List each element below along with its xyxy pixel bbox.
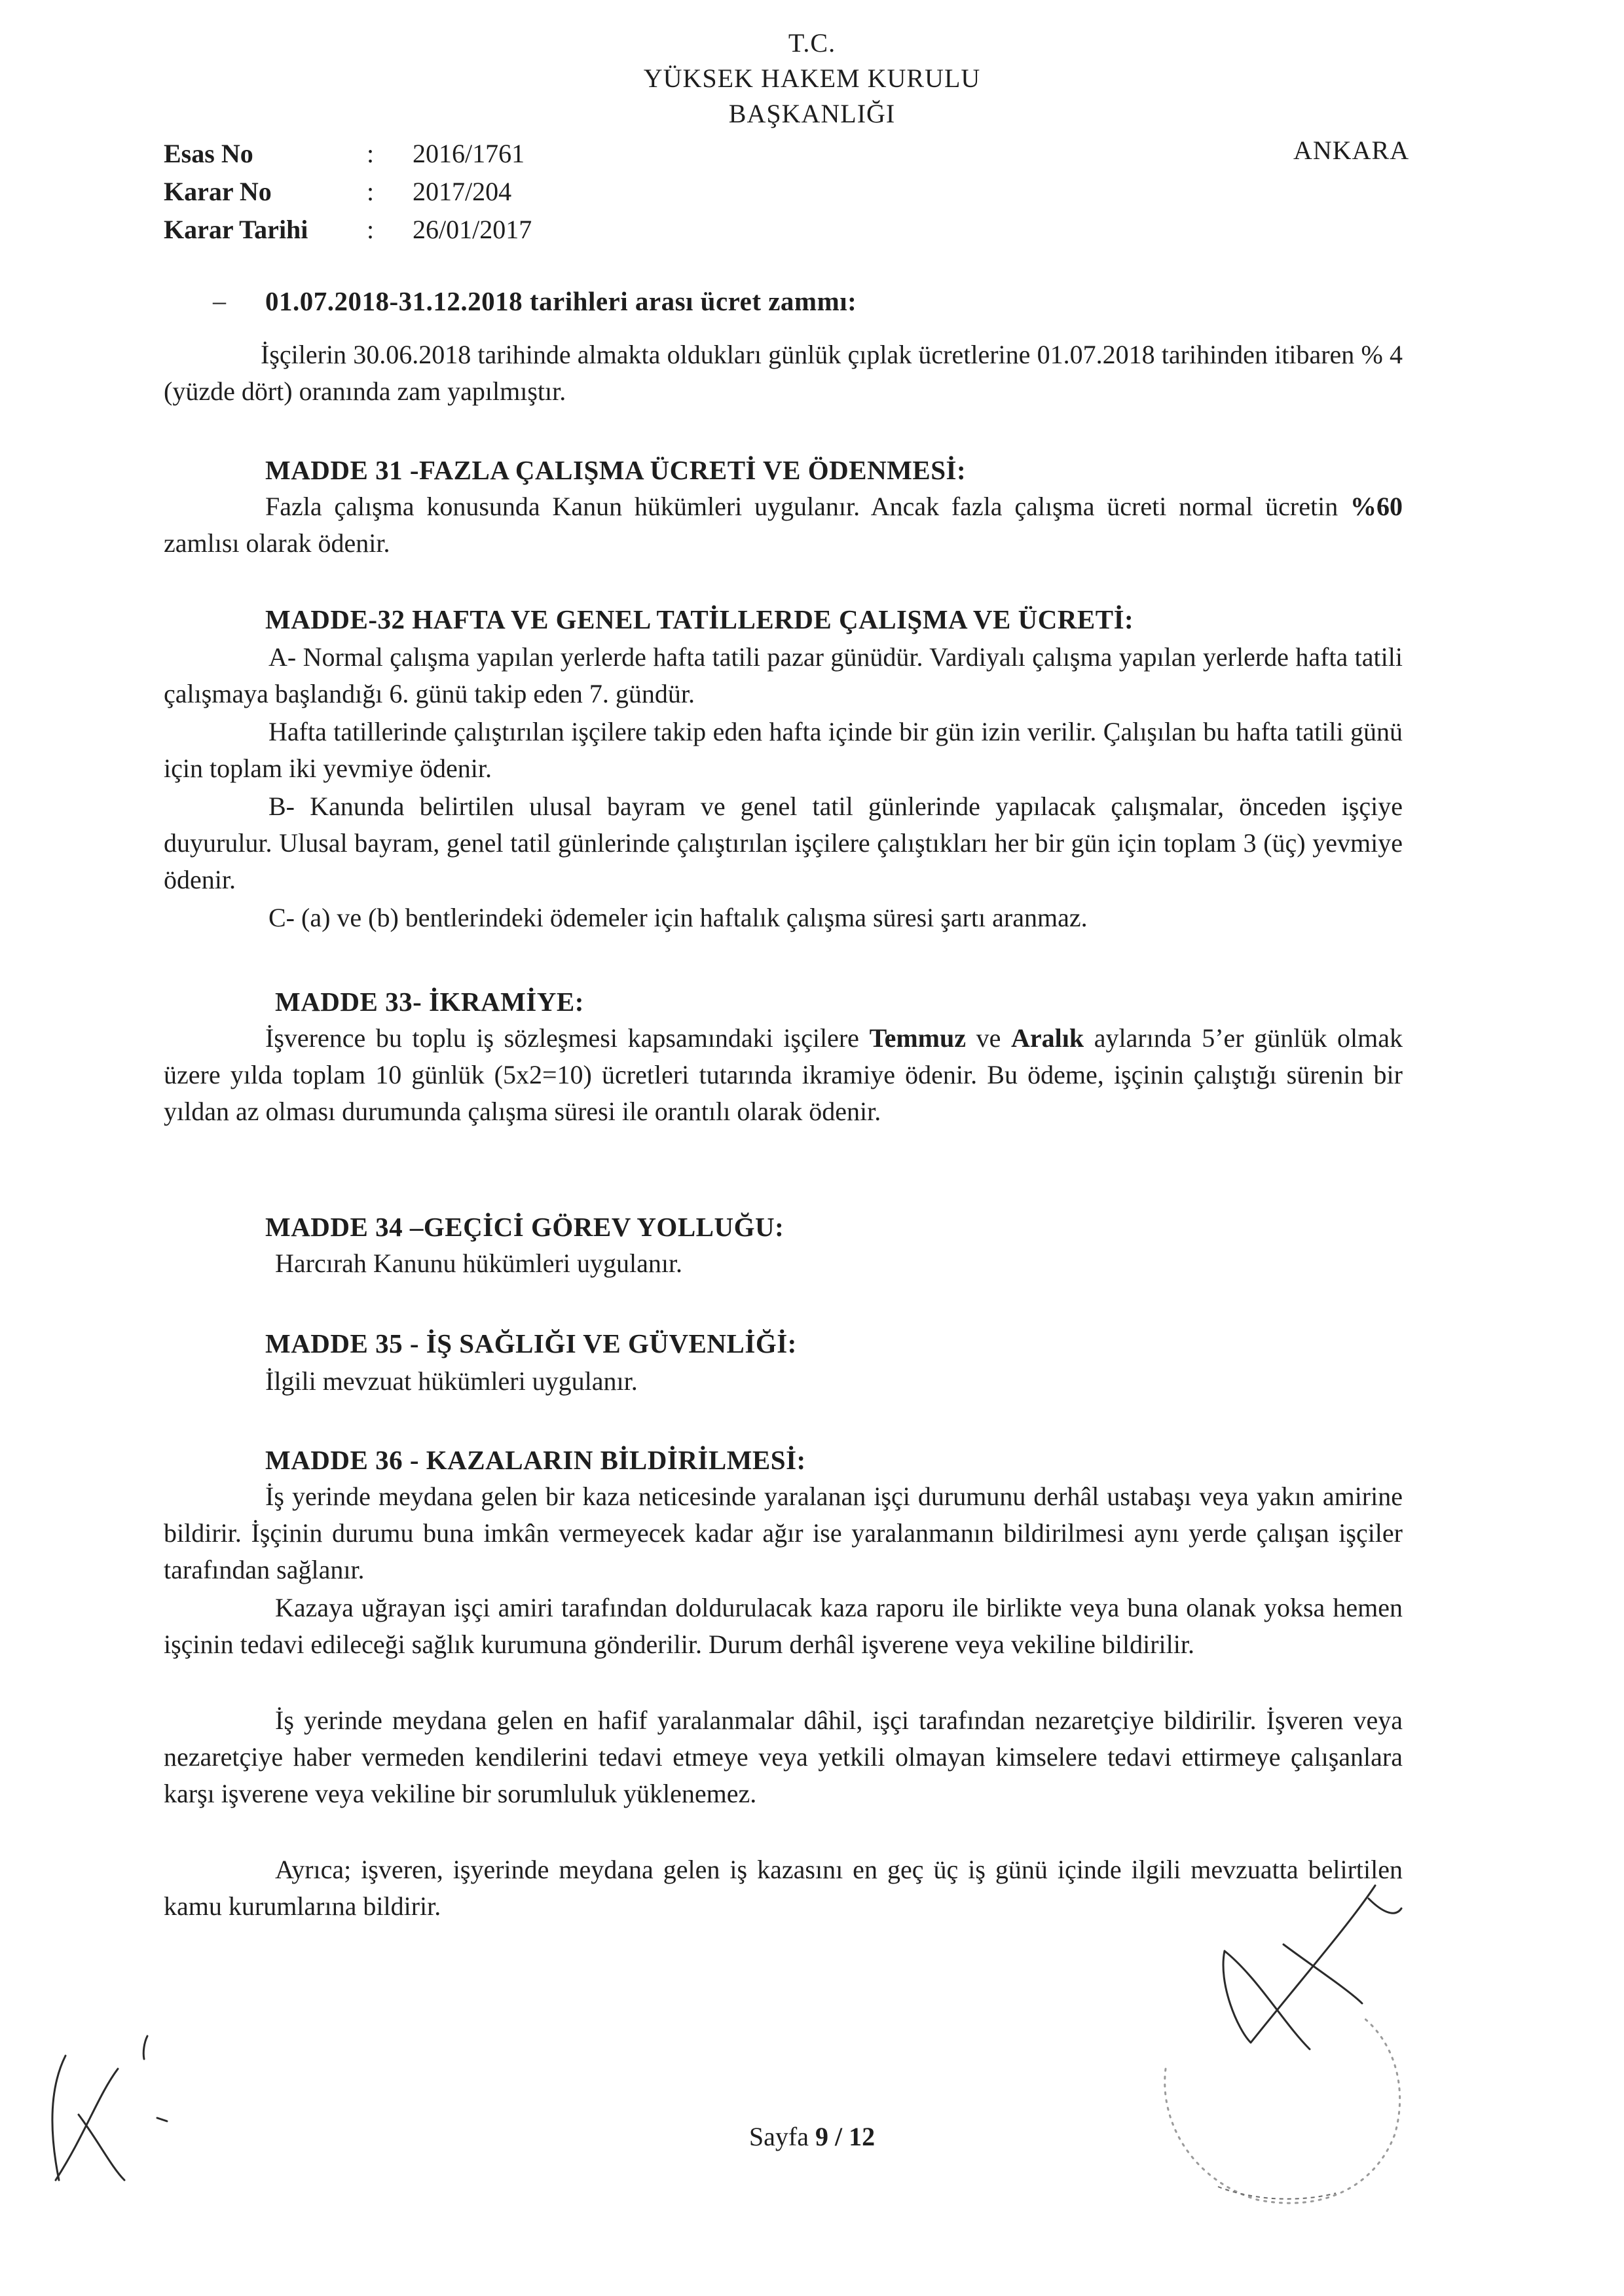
- madde-33-month-july: Temmuz: [869, 1023, 966, 1053]
- case-meta: [164, 135, 532, 249]
- intro-paragraph: İşçilerin 30.06.2018 tarihinde almakta oldukları günlük çıplak ücretlerine 01.07.2018 tarihinden itibaren % 4 (yüzde dört) oranında zam yapılmıştır.: [164, 340, 1403, 406]
- handwritten-initial-left: [39, 2016, 183, 2200]
- madde-31-text: Fazla çalışma konusunda Kanun hükümleri uygulanır. Ancak fazla çalışma ücreti normal ücretin: [265, 492, 1350, 521]
- meta-value: 2016/1761: [413, 139, 525, 168]
- madde-33-text: aylarında 5’er günlük olmak üzere yılda toplam 10 günlük (5x2=10) ücretleri tutarında ikramiye ödenir. Bu ödeme, işçinin çalıştığı sürenin bir yıldan az olması durumunda çalışma süresi ile orantılı olarak ödenir.: [164, 1023, 1403, 1126]
- meta-value: 26/01/2017: [413, 215, 532, 244]
- intro-heading: 01.07.2018-31.12.2018 tarihleri arası ücret zammı:: [265, 286, 857, 316]
- meta-row-esas: [164, 135, 532, 173]
- madde-36-heading: MADDE 36 - KAZALARIN BİLDİRİLMESİ:: [265, 1445, 806, 1475]
- madde-32-paragraph-a2: Hafta tatillerinde çalıştırılan işçilere takip eden hafta içinde bir gün izin verilir. Çalışılan bu hafta tatili günü için toplam iki yevmiye ödenir.: [164, 717, 1403, 783]
- madde-36-paragraph-2: Kazaya uğrayan işçi amiri tarafından doldurulacak kaza raporu ile birlikte veya buna olanak yoksa hemen işçinin tedavi edileceği sağlık kurumuna gönderilir. Durum derhâl işverene veya vekiline bildirilir.: [164, 1593, 1403, 1659]
- meta-value: 2017/204: [413, 177, 512, 206]
- madde-36-paragraph-1: İş yerinde meydana gelen bir kaza neticesinde yaralanan işçi durumunu derhâl ustabaşı veya yakın amirine bildirir. İşçinin durumu buna imkân vermeyecek kadar ağır ise yaralanmanın bildirilmesi aynı yerde çalışan işçiler tarafından sağlanır.: [164, 1482, 1403, 1584]
- madde-32-paragraph-b: B- Kanunda belirtilen ulusal bayram ve genel tatil günlerinde yapılacak çalışmalar, önceden işçiye duyurulur. Ulusal bayram, genel tatil günlerinde çalıştırılan işçilere çalıştıkları her bir gün için toplam 3 (üç) yevmiye ödenir.: [164, 792, 1403, 894]
- meta-separator: :: [367, 139, 375, 168]
- madde-33-heading: MADDE 33- İKRAMİYE:: [275, 987, 584, 1017]
- madde-32-paragraph-c: C- (a) ve (b) bentlerindeki ödemeler için haftalık çalışma süresi şartı aranmaz.: [268, 903, 1088, 932]
- madde-32-paragraph-a: A- Normal çalışma yapılan yerlerde hafta tatili pazar günüdür. Vardiyalı çalışma yapılan yerlerde hafta tatili çalışmaya başlandığı 6. günü takip eden 7. gündür.: [164, 642, 1403, 708]
- madde-35-heading: MADDE 35 - İŞ SAĞLIĞI VE GÜVENLİĞİ:: [265, 1328, 797, 1358]
- madde-32-heading: MADDE-32 HAFTA VE GENEL TATİLLERDE ÇALIŞMA VE ÜCRETİ:: [265, 604, 1134, 634]
- madde-31-paragraph: [164, 488, 1403, 562]
- page-current: 9: [815, 2122, 828, 2151]
- madde-34-text: Harcırah Kanunu hükümleri uygulanır.: [275, 1248, 683, 1278]
- city-label: ANKARA: [1293, 136, 1410, 165]
- meta-row-tarih: [164, 211, 532, 249]
- madde-33-month-december: Aralık: [1011, 1023, 1084, 1053]
- meta-separator: :: [367, 215, 375, 244]
- meta-label: Esas No: [164, 139, 253, 168]
- madde-31-rate: %60: [1350, 492, 1403, 521]
- meta-row-karar: [164, 173, 532, 211]
- intro-bullet: –: [213, 286, 226, 316]
- meta-label: Karar Tarihi: [164, 215, 308, 244]
- madde-31-heading: MADDE 31 -FAZLA ÇALIŞMA ÜCRETİ VE ÖDENMESİ:: [265, 455, 967, 485]
- header-tc: T.C.: [788, 28, 836, 58]
- signature-stamp: [1087, 1872, 1506, 2239]
- header-institution: YÜKSEK HAKEM KURULU: [643, 64, 981, 93]
- madde-31-text: zamlısı olarak ödenir.: [164, 528, 390, 558]
- madde-36-paragraph-4: Ayrıca; işveren, işyerinde meydana gelen iş kazasını en geç üç iş günü içinde ilgili mevzuatta belirtilen kamu kurumlarına bildirir.: [164, 1855, 1403, 1921]
- page-separator: /: [828, 2122, 849, 2151]
- madde-33-text: ve: [965, 1023, 1012, 1053]
- madde-33-text: İşverence bu toplu iş sözleşmesi kapsamındaki işçilere: [265, 1023, 870, 1053]
- meta-separator: :: [367, 177, 375, 206]
- header-department: BAŞKANLIĞI: [728, 99, 896, 128]
- madde-34-heading: MADDE 34 –GEÇİCİ GÖREV YOLLUĞU:: [265, 1212, 784, 1242]
- madde-33-paragraph: [164, 1020, 1403, 1130]
- madde-35-text: İlgili mevzuat hükümleri uygulanır.: [265, 1366, 638, 1396]
- page-prefix: Sayfa: [748, 2122, 815, 2151]
- madde-36-paragraph-3: İş yerinde meydana gelen en hafif yaralanmalar dâhil, işçi tarafından nezaretçiye bildirilir. İşveren veya nezaretçiye haber vermeden kendilerini tedavi etmeye veya yetkili olmayan kimselere tedavi ettirmeye çalışanlara karşı işverene veya vekiline bir sorumluluk yüklenemez.: [164, 1705, 1403, 1808]
- page-total: 12: [849, 2122, 876, 2151]
- meta-label: Karar No: [164, 177, 272, 206]
